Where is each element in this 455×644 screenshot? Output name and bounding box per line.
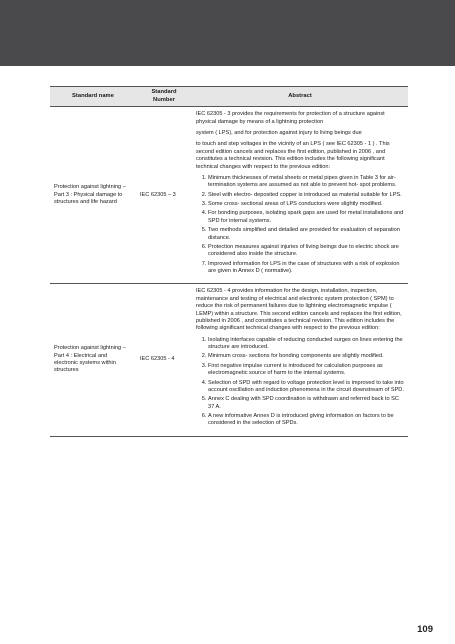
list-item: 3. First negative impulse current is introduced for calculation purposes as electromagnetic source of harm to the internal systems.	[208, 363, 404, 378]
list-item: 5. Two methods simplified and detailed are provided for evaluation of separation distance.	[208, 227, 404, 242]
table-row	[50, 284, 408, 436]
abstract-paragraph: to touch and step voltages in the vicinity of an LPS ( see IEC 62305 - 1 ) . This second edition cancels and replaces the first edition, published in 2006 , and constitutes a technical revision. This edition includes the following significant technical changes with respect to the previous edition:	[196, 141, 390, 170]
header-standard-number: Standard Number	[136, 87, 192, 107]
list-item: 1. Isolating interfaces capable of reducing conducted surges on lines entering the structure are introduced.	[208, 337, 404, 352]
header-abstract: Abstract	[192, 87, 408, 107]
list-item: 6. A new informative Annex D is introduced giving information on factors to be considered in the selection of SPDs.	[208, 413, 404, 428]
table-row	[50, 107, 408, 284]
standard-name-cell: Protection against lightning – Part 4 : Electrical and electronic systems within structures	[50, 284, 136, 436]
abstract-paragraph: IEC 62305 - 3 provides the requirements for protection of a structure against physical damage by means of a lightning protection	[196, 111, 385, 125]
changes-list	[196, 175, 404, 276]
list-item: 4. For bonding purposes, isolating spark gaps are used for metal installations and SPD for internal systems.	[208, 210, 404, 225]
standard-number-cell: IEC 62305 – 3	[136, 107, 192, 284]
abstract-paragraph: IEC 62305 - 4 provides information for the design, installation, inspection, maintenance and testing of electrical and electronic system protection ( SPM) to reduce the risk of permanent failures due to lightning electromagnetic impulse ( LEMP) within a structure. This second edition cancels and replaces the first edition, published in 2006 , and constitutes a technical revision. This edition includes the following significant technical changes with respect to the previous edition:	[196, 288, 402, 332]
standard-number-cell: IEC 62305 - 4	[136, 284, 192, 436]
header-standard-name: Standard name	[50, 87, 136, 107]
list-item: 7. Improved information for LPS in the case of structures with a risk of explosion are given in Annex D ( normative).	[208, 261, 404, 276]
list-item: 5. Annex C dealing with SPD coordination is withdrawn and referred back to SC 37 A.	[208, 396, 404, 411]
standard-name-cell: Protection against lightning – Part 3 : Physical damage to structures and life hazard	[50, 107, 136, 284]
abstract-paragraph: system ( LPS), and for protection against injury to living beings due	[196, 130, 362, 137]
page-number: 109	[417, 624, 433, 635]
list-item: 2. Minimum cross- sections for bonding components are slightly modified.	[208, 353, 404, 360]
list-item: 2. Steel with electro- deposited copper is introduced as material suitable for LPS.	[208, 192, 404, 199]
list-item: 4. Selection of SPD with regard to voltage protection level is improved to take into account oscillation and induction phenomena in the circuit downstream of SPD.	[208, 380, 404, 395]
header-band	[0, 0, 455, 66]
abstract-cell	[192, 107, 408, 284]
list-item: 3. Some cross- sectional areas of LPS conductors were slightly modified.	[208, 201, 404, 208]
list-item: 1. Minimum thicknesses of metal sheets or metal pipes given in Table 3 for air- termination systems are assumed as not able to prevent hot- spot problems.	[208, 175, 404, 190]
standards-table	[50, 86, 408, 437]
changes-list	[196, 337, 404, 428]
table-header-row	[50, 87, 408, 107]
abstract-cell	[192, 284, 408, 436]
list-item: 6. Protection measures against injuries of living beings due to electric shock are considered also inside the structure.	[208, 244, 404, 259]
